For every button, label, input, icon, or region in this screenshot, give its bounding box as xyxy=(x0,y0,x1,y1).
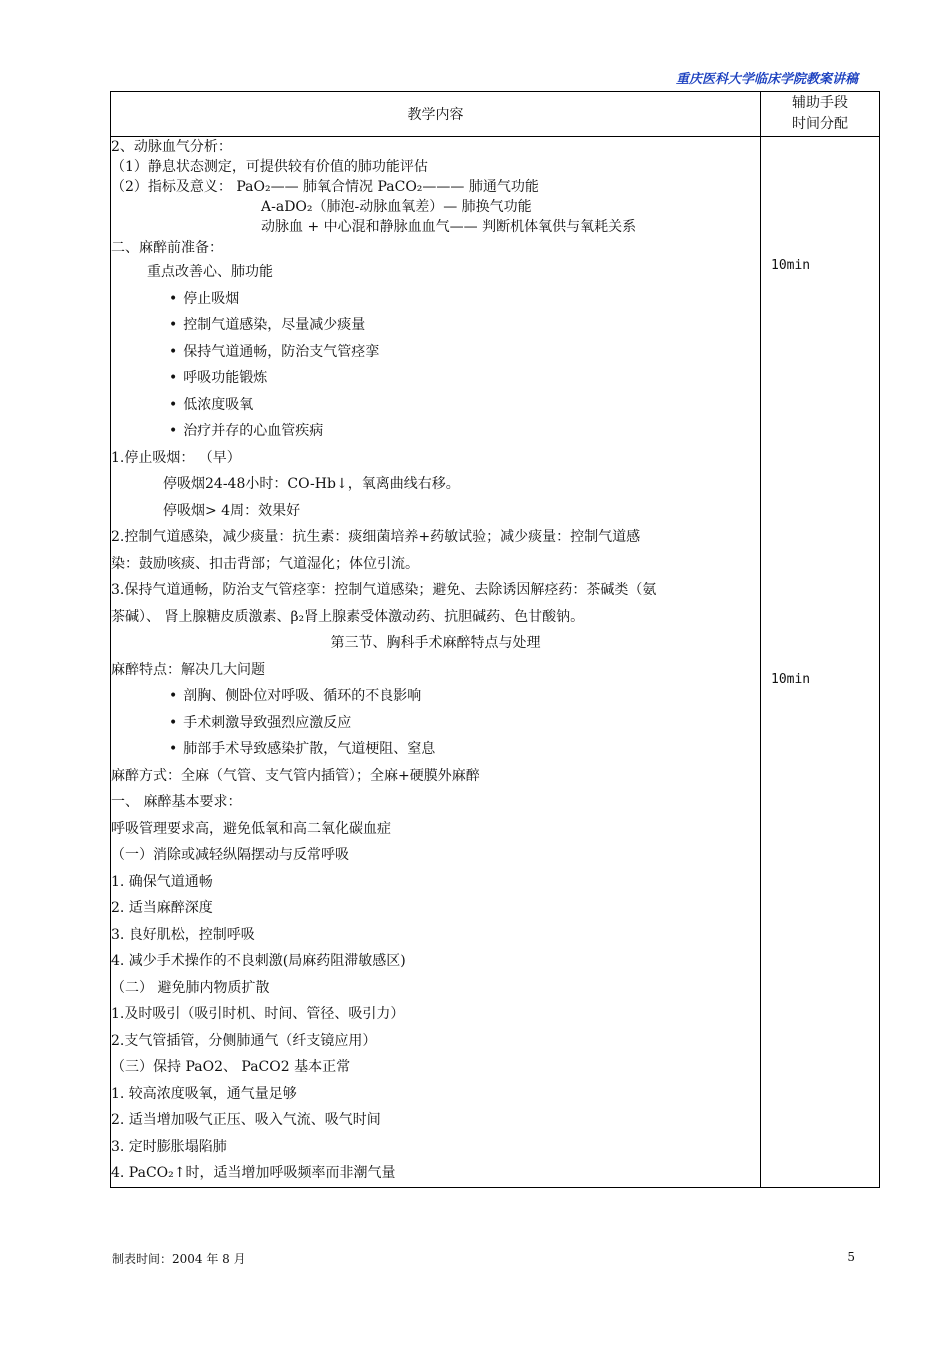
content-line: （2）指标及意义： PaO₂—— 肺氧合情况 PaCO₂——— 肺通气功能 xyxy=(111,179,539,195)
bullet-item: • 呼吸功能锻炼 xyxy=(111,365,760,392)
bullet-item: • 控制气道感染，尽量减少痰量 xyxy=(111,312,760,339)
content-line: 茶碱）、 肾上腺糖皮质激素、β₂肾上腺素受体激动药、抗胆碱药、色甘酸钠。 xyxy=(111,608,585,625)
content-line: 一、 麻醉基本要求： xyxy=(111,794,242,810)
content-line: （二） 避免肺内物质扩散 xyxy=(111,979,270,996)
content-line: 1. 较高浓度吸氧，通气量足够 xyxy=(111,1085,297,1102)
content-line: A-aDO₂（肺泡-动脉血氧差）— 肺换气功能 xyxy=(261,199,532,215)
content-line: 4. PaCO₂↑时，适当增加呼吸频率而非潮气量 xyxy=(111,1165,396,1181)
content-line: 3. 定时膨胀塌陷肺 xyxy=(111,1138,227,1155)
content-line: （1）静息状态测定，可提供较有价值的肺功能评估 xyxy=(111,159,428,175)
content-line: 3.保持气道通畅，防治支气管痉挛：控制气道感染；避免、去除诱因解痉药：茶碱类（氨 xyxy=(111,582,657,598)
section-heading: 第三节、胸科手术麻醉特点与处理 xyxy=(330,635,541,651)
content-line: 2.支气管插管，分侧肺通气（纤支镜应用） xyxy=(111,1032,377,1049)
table-body-row xyxy=(111,137,880,1188)
content-cell xyxy=(111,137,761,1188)
bullet-item: • 剖胸、侧卧位对呼吸、循环的不良影响 xyxy=(111,683,760,710)
content-line: 1. 确保气道通畅 xyxy=(111,873,213,890)
content-line: 1.停止吸烟： （早） xyxy=(111,449,241,466)
content-line: 停吸烟> 4周：效果好 xyxy=(163,502,301,519)
column-header-content: 教学内容 xyxy=(111,92,761,137)
lesson-plan-table xyxy=(110,91,880,1188)
content-line: 动脉血 + 中心混和静脉血血气—— 判断机体氧供与氧耗关系 xyxy=(261,219,637,235)
content-line: 2.控制气道感染，减少痰量：抗生素：痰细菌培养+药敏试验；减少痰量：控制气道感 xyxy=(111,529,641,545)
bullet-item: • 手术刺激导致强烈应激反应 xyxy=(111,710,760,737)
bullet-item: • 肺部手术导致感染扩散，气道梗阻、窒息 xyxy=(111,736,760,763)
content-line: 4. 减少手术操作的不良刺激(局麻药阻滞敏感区) xyxy=(111,953,406,969)
content-line: （一）消除或减轻纵隔摆动与反常呼吸 xyxy=(111,847,349,863)
content-line: 1.及时吸引（吸引时机、时间、管径、吸引力） xyxy=(111,1006,405,1022)
time-allocation-1: 10min xyxy=(771,258,811,273)
content-line: （三）保持 PaO2、 PaCO2 基本正常 xyxy=(111,1059,351,1075)
content-line: 停吸烟24-48小时：CO-Hb↓，氧离曲线右移。 xyxy=(163,476,460,492)
table-header-row xyxy=(111,92,880,137)
page-number: 5 xyxy=(847,1250,855,1264)
content-line: 2. 适当增加吸气正压、吸入气流、吸气时间 xyxy=(111,1112,381,1128)
footer-date: 制表时间：2004 年 8 月 xyxy=(112,1252,246,1266)
content-line: 重点改善心、肺功能 xyxy=(147,264,273,280)
column-header-aux xyxy=(761,92,880,137)
bullet-item: • 停止吸烟 xyxy=(111,286,760,313)
bullet-item: • 低浓度吸氧 xyxy=(111,392,760,419)
aux-cell xyxy=(761,137,880,1188)
bullet-item: • 保持气道通畅，防治支气管痉挛 xyxy=(111,339,760,366)
column-header-aux-line2: 时间分配 xyxy=(792,116,848,132)
content-line: 2. 适当麻醉深度 xyxy=(111,900,213,916)
content-line: 2、动脉血气分析： xyxy=(111,139,232,155)
column-header-aux-line1: 辅助手段 xyxy=(792,95,848,111)
content-line: 二、麻醉前准备： xyxy=(111,240,223,256)
bullet-item: • 治疗并存的心血管疾病 xyxy=(111,418,760,445)
time-allocation-2: 10min xyxy=(771,672,811,687)
content-line: 麻醉方式：全麻（气管、支气管内插管）；全麻+硬膜外麻醉 xyxy=(111,767,480,784)
content-line: 麻醉特点：解决几大问题 xyxy=(111,661,265,678)
content-line: 3. 良好肌松，控制呼吸 xyxy=(111,926,255,943)
document-header-title: 重庆医科大学临床学院教案讲稿 xyxy=(675,72,858,87)
content-line: 染：鼓励咳痰、扣击背部；气道湿化；体位引流。 xyxy=(111,555,419,572)
content-line: 呼吸管理要求高，避免低氧和高二氧化碳血症 xyxy=(111,820,391,837)
